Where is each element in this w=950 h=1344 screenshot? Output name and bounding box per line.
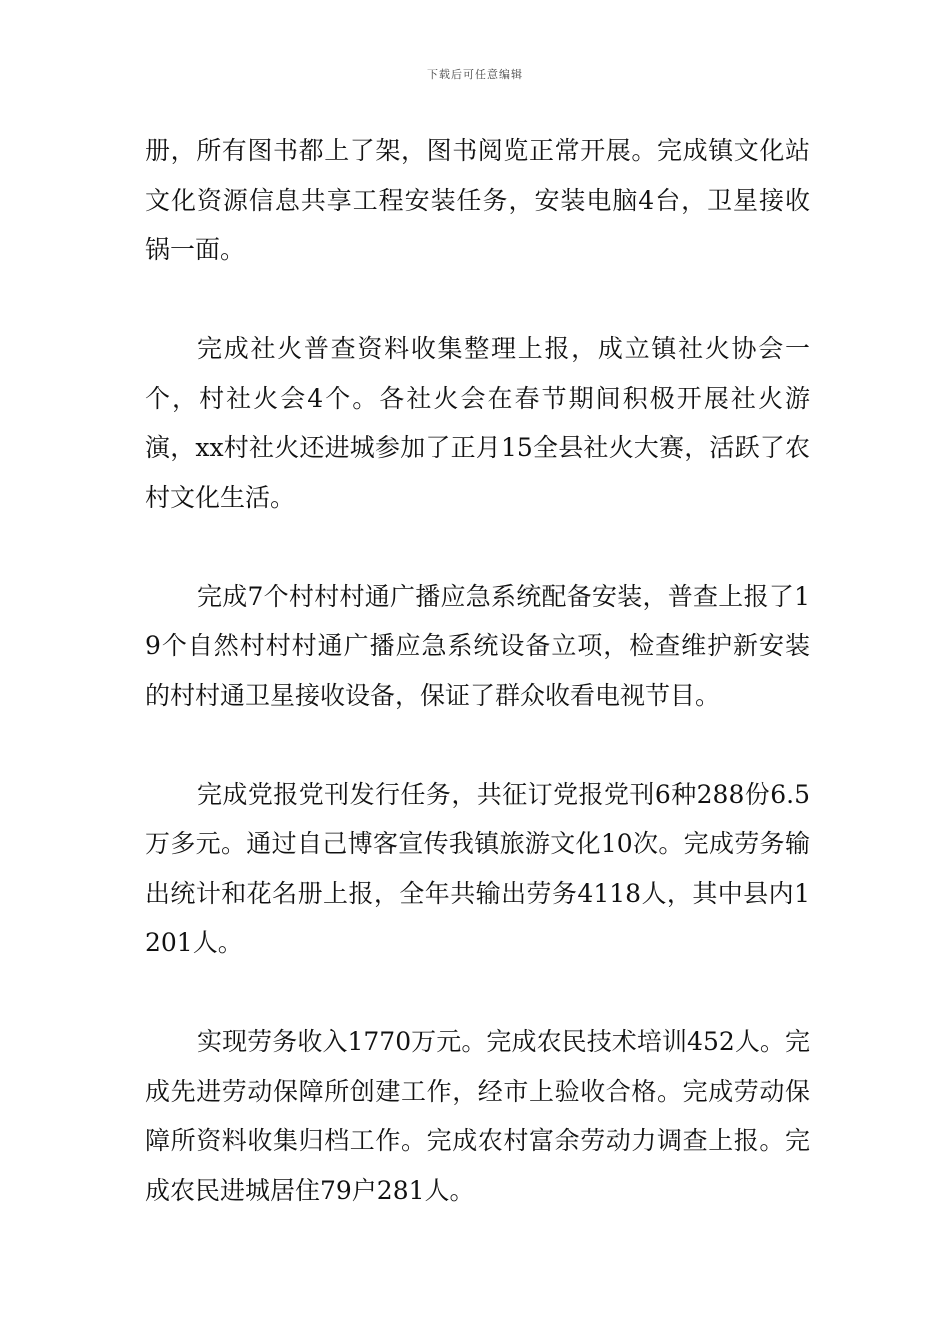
- paragraph: 完成7个村村村通广播应急系统配备安装，普查上报了19个自然村村村通广播应急系统设备立项，检查维护新安装的村村通卫星接收设备，保证了群众收看电视节目。: [145, 581, 810, 710]
- header-note: 下载后可任意编辑: [427, 68, 523, 81]
- paragraph: 册，所有图书都上了架，图书阅览正常开展。完成镇文化站文化资源信息共享工程安装任务，安装电脑4台，卫星接收锅一面。: [145, 136, 810, 264]
- paragraph: 完成党报党刊发行任务，共征订党报党刊6种288份6.5万多元。通过自己博客宣传我镇旅游文化10次。完成劳务输出统计和花名册上报，全年共输出劳务4118人，其中县内1201人。: [145, 779, 810, 957]
- document-body: [145, 126, 810, 1215]
- paragraph: 完成社火普查资料收集整理上报，成立镇社火协会一个，村社火会4个。各社火会在春节期间积极开展社火游演，xx村社火还进城参加了正月15全县社火大赛，活跃了农村文化生活。: [145, 334, 810, 512]
- paragraph: 实现劳务收入1770万元。完成农民技术培训452人。完成先进劳动保障所创建工作，经市上验收合格。完成劳动保障所资料收集归档工作。完成农村富余劳动力调查上报。完成农民进城居住79户281人。: [145, 1027, 810, 1205]
